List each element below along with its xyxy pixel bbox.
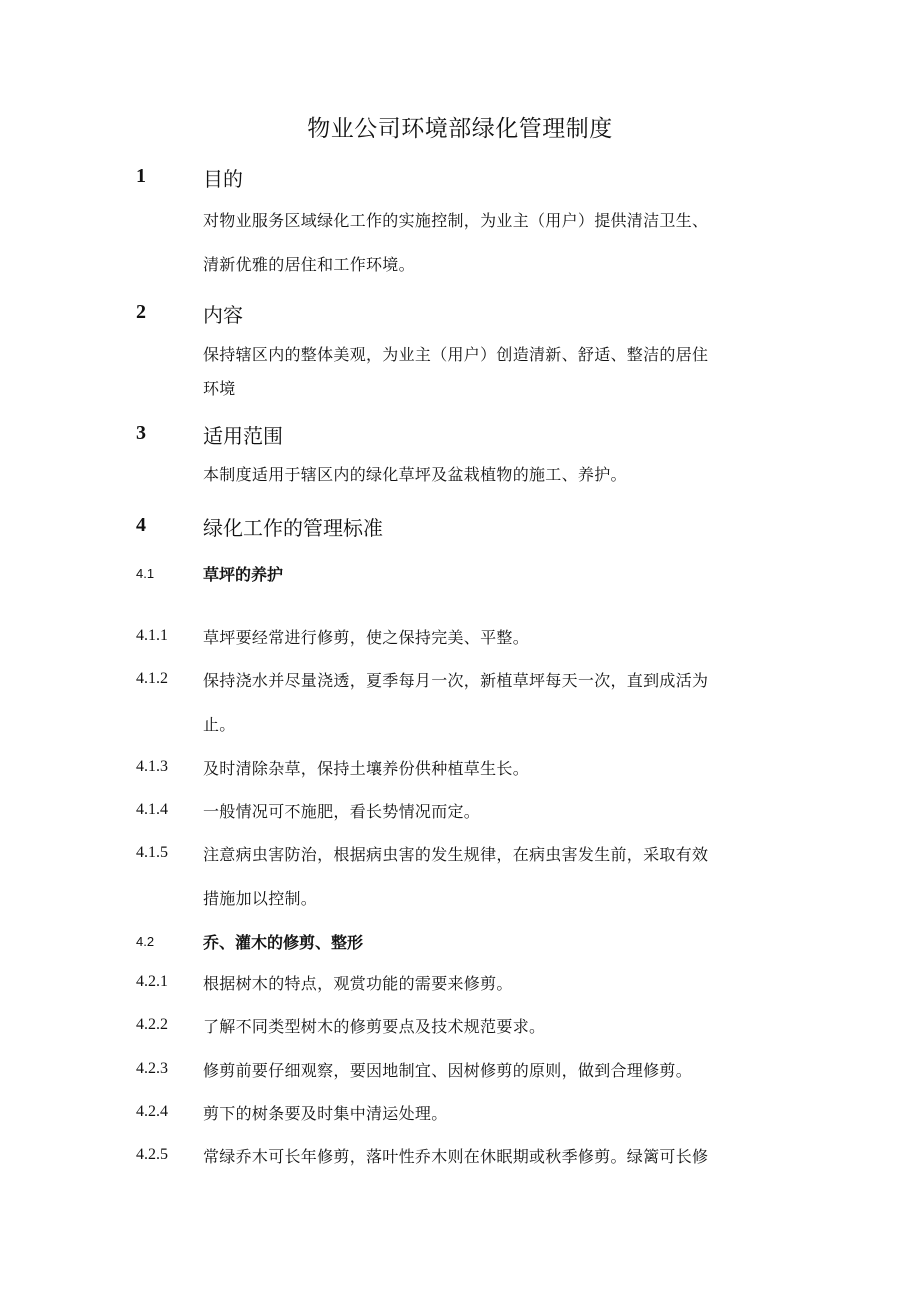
item-4-1-5-number: 4.1.5 [136,844,168,861]
subsection-4-2-heading: 乔、灌木的修剪、整形 [203,933,364,952]
item-4-1-2-text-line-2: 止。 [203,715,236,734]
item-4-1-5-text-line-2: 措施加以控制。 [203,889,318,908]
subsection-4-1-heading: 草坪的养护 [203,565,284,584]
section-3-number: 3 [136,422,146,444]
section-1-number: 1 [136,165,146,187]
section-2-heading: 内容 [203,303,243,327]
item-4-1-4-text: 一般情况可不施肥，看长势情况而定。 [203,802,481,821]
item-4-2-2-number: 4.2.2 [136,1016,168,1033]
section-2-line-2: 环境 [203,379,236,398]
subsection-4-1-number: 4.1 [136,566,155,581]
item-4-2-5-number: 4.2.5 [136,1146,168,1163]
item-4-1-2-text-line-1: 保持浇水并尽量浇透，夏季每月一次，新植草坪每天一次，直到成活为 [203,671,709,690]
item-4-1-3-number: 4.1.3 [136,758,168,775]
section-3-line-1: 本制度适用于辖区内的绿化草坪及盆栽植物的施工、养护。 [203,465,627,484]
item-4-1-3-text: 及时清除杂草，保持土壤养份供种植草生长。 [203,759,530,778]
section-4-heading: 绿化工作的管理标准 [203,516,383,540]
item-4-2-5-text: 常绿乔木可长年修剪，落叶性乔木则在休眠期或秋季修剪。绿篱可长修 [203,1147,709,1166]
item-4-2-3-number: 4.2.3 [136,1060,168,1077]
page-title: 物业公司环境部绿化管理制度 [307,116,613,142]
section-3-heading: 适用范围 [203,424,283,448]
item-4-2-3-text: 修剪前要仔细观察，要因地制宜、因树修剪的原则，做到合理修剪。 [203,1061,693,1080]
subsection-4-2-number: 4.2 [136,934,155,949]
item-4-2-2-text: 了解不同类型树木的修剪要点及技术规范要求。 [203,1017,546,1036]
item-4-1-1-number: 4.1.1 [136,627,168,644]
item-4-1-1-text: 草坪要经常进行修剪，使之保持完美、平整。 [203,628,530,647]
section-1-line-1: 对物业服务区域绿化工作的实施控制，为业主（用户）提供清洁卫生、 [203,211,709,230]
item-4-1-2-number: 4.1.2 [136,670,168,687]
section-2-line-1: 保持辖区内的整体美观，为业主（用户）创造清新、舒适、整洁的居住 [203,345,709,364]
item-4-2-4-text: 剪下的树条要及时集中清运处理。 [203,1104,448,1123]
item-4-1-5-text-line-1: 注意病虫害防治，根据病虫害的发生规律，在病虫害发生前，采取有效 [203,845,709,864]
item-4-2-1-number: 4.2.1 [136,973,168,990]
section-2-number: 2 [136,301,146,323]
section-4-number: 4 [136,514,146,536]
section-1-line-2: 清新优雅的居住和工作环境。 [203,255,415,274]
item-4-1-4-number: 4.1.4 [136,801,168,818]
item-4-2-1-text: 根据树木的特点，观赏功能的需要来修剪。 [203,974,513,993]
section-1-heading: 目的 [203,167,243,191]
item-4-2-4-number: 4.2.4 [136,1103,168,1120]
